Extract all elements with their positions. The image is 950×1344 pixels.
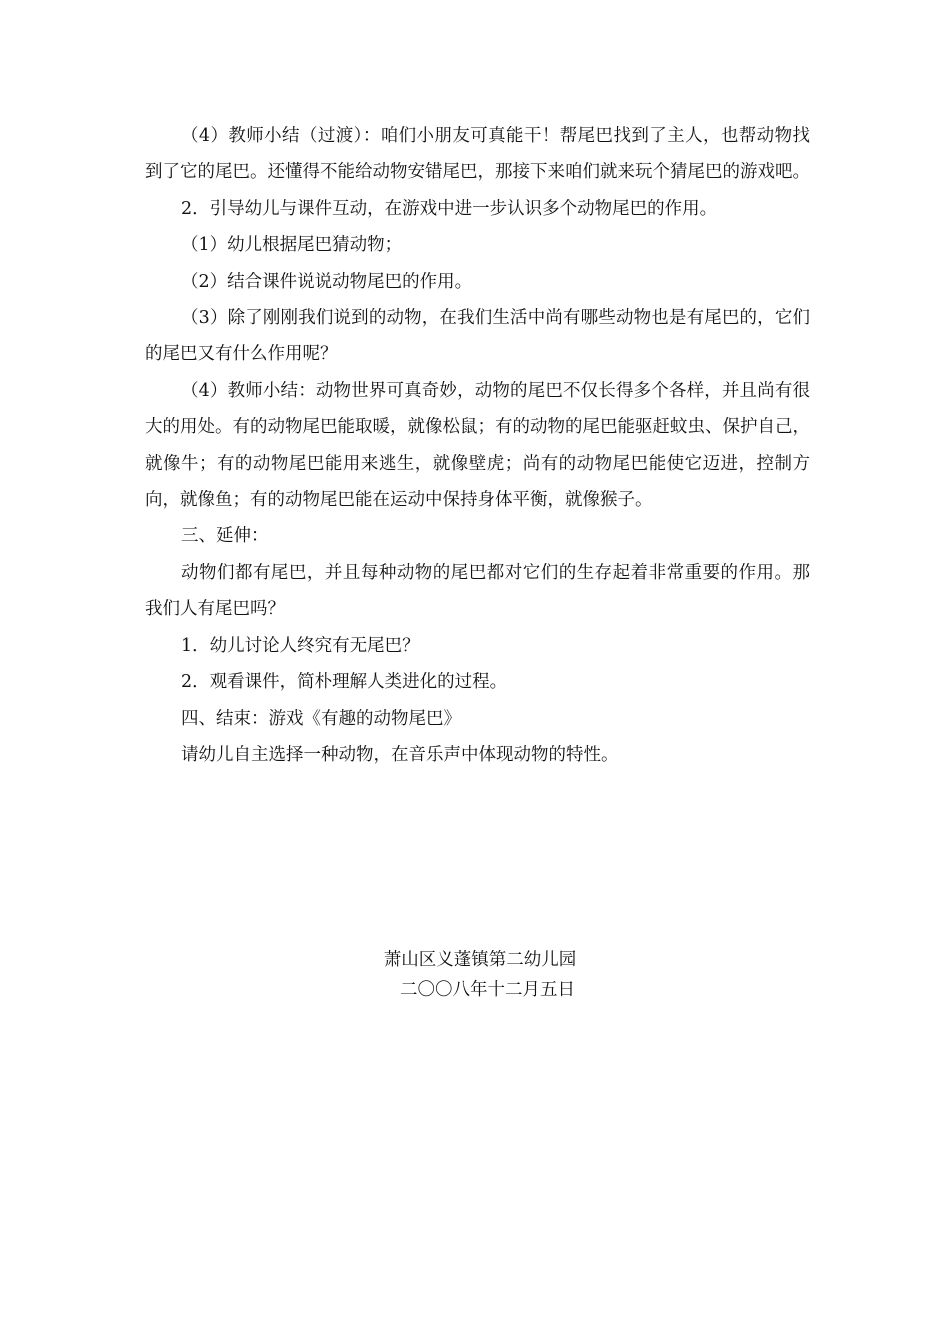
- paragraph-step-2-1: （1）幼儿根据尾巴猜动物；: [181, 235, 403, 256]
- section-heading-extension: 三、延伸：: [181, 526, 269, 547]
- paragraph-step-2: 2．引导幼儿与课件互动，在游戏中进一步认识多个动物尾巴的作用。: [181, 198, 718, 219]
- paragraph-extension-1: 1．幼儿讨论人终究有无尾巴？: [181, 635, 420, 656]
- paragraph-extension-2: 2．观看课件，简朴理解人类进化的过程。: [181, 672, 508, 693]
- paragraph-teacher-summary-transition: （4）教师小结（过渡）：咱们小朋友可真能干！帮尾巴找到了主人，也帮动物找到了它的尾巴。还懂得不能给动物安错尾巴，那接下来咱们就来玩个猜尾巴的游戏吧。: [145, 126, 810, 183]
- paragraph-teacher-summary: （4）教师小结：动物世界可真奇妙，动物的尾巴不仅长得多个各样，并且尚有很大的用处。有的动物尾巴能取暖，就像松鼠；有的动物的尾巴能驱赶蚊虫、保护自己，就像牛；有的动物尾巴能用来逃生，就像壁虎；尚有的动物尾巴能使它迈进，控制方向，就像鱼；有的动物尾巴能在运动中保持身体平衡，就像猴子。: [145, 380, 810, 511]
- signature-block: [0, 945, 950, 1005]
- signature-organization: 萧山区义蓬镇第二幼儿园: [383, 950, 577, 970]
- paragraph-extension-intro: 动物们都有尾巴，并且每种动物的尾巴都对它们的生存起着非常重要的作用。那我们人有尾巴吗？: [145, 562, 810, 620]
- section-heading-ending: 四、结束：游戏《有趣的动物尾巴》: [181, 708, 461, 729]
- paragraph-ending: 请幼儿自主选择一种动物，在音乐声中体现动物的特性。: [181, 744, 619, 765]
- paragraph-step-2-2: （2）结合课件说说动物尾巴的作用。: [181, 271, 473, 292]
- paragraph-step-2-3: （3）除了刚刚我们说到的动物，在我们生活中尚有哪些动物也是有尾巴的，它们的尾巴又有什么作用呢？: [145, 308, 810, 365]
- signature-date: 二〇〇八年十二月五日: [400, 980, 575, 1000]
- document-body: [145, 118, 810, 773]
